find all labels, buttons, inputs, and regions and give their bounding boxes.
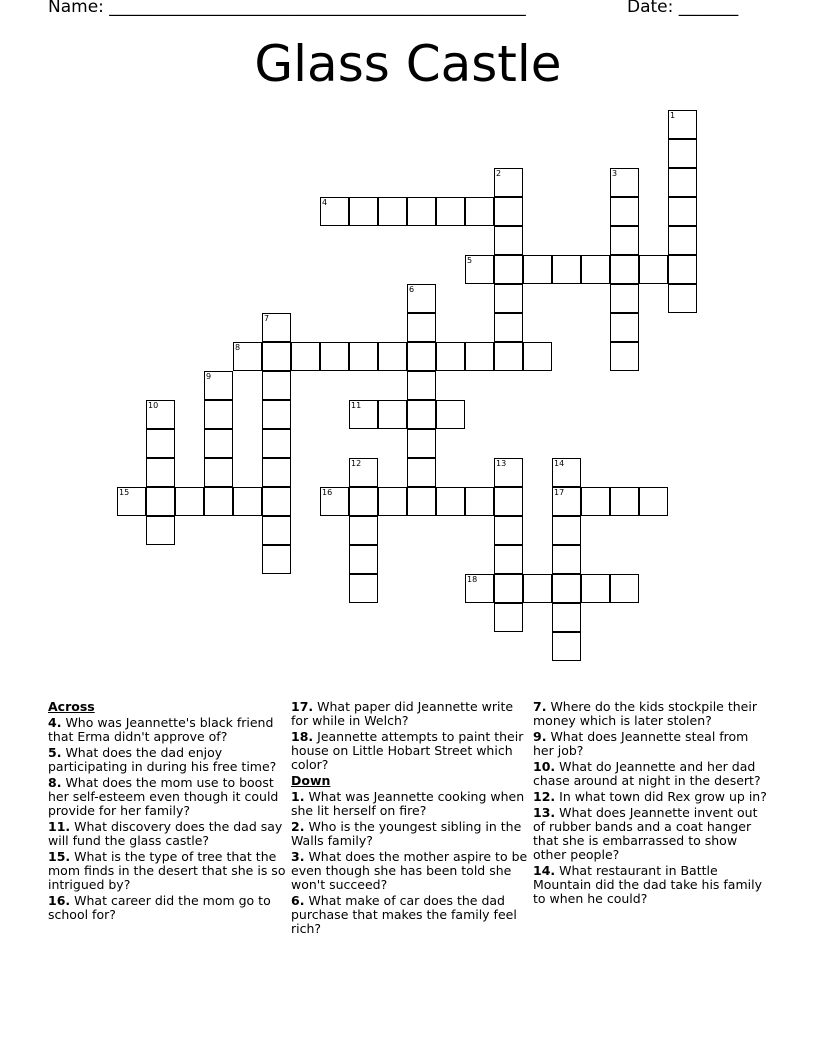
grid-cell[interactable] [668,255,697,284]
grid-cell[interactable] [291,342,320,371]
clue-across-16: 16. What career did the mom go to school for? [48,893,271,922]
grid-cell[interactable] [523,574,552,603]
grid-cell[interactable] [349,574,378,603]
grid-cell[interactable] [233,487,262,516]
grid-cell[interactable] [146,487,175,516]
clue-across-8: 8. What does the mom use to boost her self-esteem even though it could provide for her family? [48,775,279,818]
clue-number-label: 11 [351,401,362,410]
grid-cell[interactable] [262,342,291,371]
grid-cell[interactable] [552,574,581,603]
grid-cell[interactable] [349,487,378,516]
grid-cell[interactable] [610,284,639,313]
grid-cell[interactable] [494,197,523,226]
date-field-label: Date: _______ [627,0,739,17]
grid-cell[interactable] [610,342,639,371]
clue-number-label: 6 [409,285,415,294]
clue-across-5: 5. What does the dad enjoy participating in during his free time? [48,745,277,774]
grid-cell[interactable] [262,371,291,400]
clue-across-18: 18. Jeannette attempts to paint their house on Little Hobart Street which color? [291,729,524,772]
grid-cell[interactable] [407,197,436,226]
clue-number-label: 10 [148,401,159,410]
clue-down-10: 10. What do Jeannette and her dad chase around at night in the desert? [533,759,761,788]
grid-cell[interactable] [146,458,175,487]
grid-cell[interactable] [552,603,581,632]
grid-cell[interactable] [465,487,494,516]
grid-cell[interactable] [523,342,552,371]
grid-cell[interactable] [581,574,610,603]
grid-cell[interactable] [494,516,523,545]
clue-across-15: 15. What is the type of tree that the mom finds in the desert that she is so intrigued by? [48,849,286,892]
grid-cell[interactable] [610,574,639,603]
grid-cell[interactable] [407,400,436,429]
across-heading: Across [48,699,95,714]
grid-cell[interactable] [436,487,465,516]
grid-cell[interactable] [639,255,668,284]
clue-number-label: 2 [496,169,502,178]
grid-cell[interactable] [494,487,523,516]
grid-cell[interactable] [494,284,523,313]
grid-cell[interactable] [668,284,697,313]
grid-cell[interactable] [349,545,378,574]
grid-cell[interactable] [610,313,639,342]
grid-cell[interactable] [494,574,523,603]
clue-number-label: 5 [467,256,473,265]
clue-down-13: 13. What does Jeannette invent out of rubber bands and a coat hanger that she is embarrassed to show other people? [533,805,758,862]
clue-down-14: 14. What restaurant in Battle Mountain did the dad take his family to when he could? [533,863,762,906]
grid-cell[interactable] [320,342,349,371]
clue-across-17: 17. What paper did Jeannette write for while in Welch? [291,699,514,728]
clue-number-label: 7 [264,314,270,323]
clue-across-11: 11. What discovery does the dad say will fund the glass castle? [48,819,283,848]
grid-cell[interactable] [146,429,175,458]
grid-cell[interactable] [146,516,175,545]
clue-down-12: 12. In what town did Rex grow up in? [533,789,767,804]
grid-cell[interactable] [523,255,552,284]
grid-cell[interactable] [262,429,291,458]
clue-number-label: 18 [467,575,478,584]
grid-cell[interactable] [407,429,436,458]
grid-cell[interactable] [378,400,407,429]
clue-down-3: 3. What does the mother aspire to be even though she has been told she won't succeed? [291,849,528,892]
grid-cell[interactable] [262,545,291,574]
grid-cell[interactable] [552,632,581,661]
grid-cell[interactable] [610,226,639,255]
grid-cell[interactable] [407,313,436,342]
grid-cell[interactable] [581,255,610,284]
grid-cell[interactable] [378,342,407,371]
grid-cell[interactable] [262,516,291,545]
grid-cell[interactable] [407,458,436,487]
grid-cell[interactable] [378,487,407,516]
grid-cell[interactable] [407,371,436,400]
grid-cell[interactable] [552,516,581,545]
grid-cell[interactable] [668,168,697,197]
clues-column-1 [48,700,286,924]
grid-cell[interactable] [610,487,639,516]
grid-cell[interactable] [262,400,291,429]
clue-number-label: 3 [612,169,618,178]
grid-cell[interactable] [436,197,465,226]
clue-down-1: 1. What was Jeannette cooking when she lit herself on fire? [291,789,525,818]
clues-column-3 [533,700,771,908]
grid-cell[interactable] [668,226,697,255]
grid-cell[interactable] [552,255,581,284]
clue-down-7: 7. Where do the kids stockpile their money which is later stolen? [533,699,757,728]
grid-cell[interactable] [494,342,523,371]
clue-down-6: 6. What make of car does the dad purchase that makes the family feel rich? [291,893,517,936]
grid-cell[interactable] [494,545,523,574]
grid-cell[interactable] [407,342,436,371]
clue-number-label: 14 [554,459,565,468]
grid-cell[interactable] [668,139,697,168]
grid-cell[interactable] [581,487,610,516]
grid-cell[interactable] [610,197,639,226]
clue-number-label: 17 [554,488,565,497]
grid-cell[interactable] [204,458,233,487]
clue-number-label: 1 [670,111,676,120]
grid-cell[interactable] [349,197,378,226]
grid-cell[interactable] [175,487,204,516]
grid-cell[interactable] [436,342,465,371]
grid-cell[interactable] [494,226,523,255]
grid-cell[interactable] [262,458,291,487]
grid-cell[interactable] [407,487,436,516]
grid-cell[interactable] [494,313,523,342]
grid-cell[interactable] [552,545,581,574]
clue-number-label: 15 [119,488,130,497]
grid-cell[interactable] [349,342,378,371]
grid-cell[interactable] [262,487,291,516]
grid-cell[interactable] [465,342,494,371]
grid-cell[interactable] [610,255,639,284]
clue-number-label: 4 [322,198,328,207]
clue-number-label: 16 [322,488,333,497]
grid-cell[interactable] [494,603,523,632]
grid-cell[interactable] [465,197,494,226]
clue-number-label: 8 [235,343,241,352]
grid-cell[interactable] [378,197,407,226]
name-field-label: Name: _________________________________________________ [48,0,526,17]
grid-cell[interactable] [204,429,233,458]
clue-number-label: 12 [351,459,362,468]
grid-cell[interactable] [204,400,233,429]
grid-cell[interactable] [436,400,465,429]
down-heading: Down [291,773,331,788]
page-title: Glass Castle [254,35,562,93]
clues-column-2 [291,700,529,938]
clue-down-2: 2. Who is the youngest sibling in the Walls family? [291,819,522,848]
grid-cell[interactable] [204,487,233,516]
grid-cell[interactable] [639,487,668,516]
grid-cell[interactable] [668,197,697,226]
clue-down-9: 9. What does Jeannette steal from her job? [533,729,749,758]
clue-number-label: 9 [206,372,212,381]
clue-number-label: 13 [496,459,507,468]
grid-cell[interactable] [349,516,378,545]
clue-across-4: 4. Who was Jeannette's black friend that Erma didn't approve of? [48,715,274,744]
grid-cell[interactable] [494,255,523,284]
